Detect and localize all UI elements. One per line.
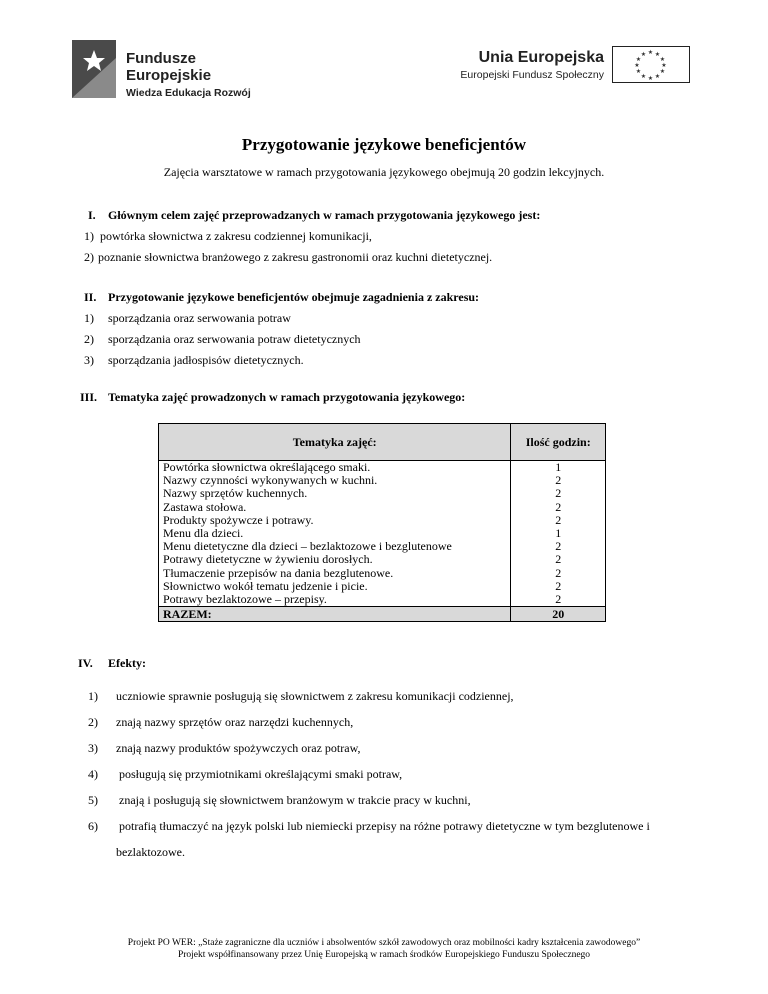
section-1-heading bbox=[88, 208, 540, 223]
table-total-row bbox=[159, 607, 606, 622]
table-row-hours: 2 bbox=[555, 592, 562, 607]
section-4-numeral: IV. bbox=[78, 656, 93, 670]
svg-text:★: ★ bbox=[640, 51, 647, 58]
section-1-title: Głównym celem zajęć przeprowadzanych w ramach przygotowania językowego jest: bbox=[108, 208, 541, 222]
section-3-numeral: III. bbox=[80, 390, 98, 404]
fundusze-europejskie-logo bbox=[72, 40, 272, 100]
section-3-heading bbox=[80, 390, 465, 405]
list-item: 4) posługują się przymiotnikami określającymi smaki potraw, bbox=[88, 767, 403, 781]
list-item: 2) znają nazwy sprzętów oraz narzędzi kuchennych, bbox=[88, 715, 354, 729]
section-1-numeral: I. bbox=[88, 208, 96, 222]
table-row-hours: 2 bbox=[555, 552, 562, 567]
table-header-row bbox=[159, 424, 606, 461]
footer-line2: Projekt współfinansowany przez Unię Europejską w ramach środków Europejskiego Funduszu Społecznego bbox=[177, 950, 591, 960]
section-2-heading bbox=[84, 290, 479, 305]
table-row-hours: 1 bbox=[555, 460, 562, 474]
svg-text:★: ★ bbox=[659, 68, 666, 75]
section-4-heading bbox=[78, 656, 146, 671]
table-row-topic: Powtórka słownictwa określającego smaki. bbox=[163, 460, 371, 474]
svg-text:★: ★ bbox=[640, 73, 647, 80]
svg-text:★: ★ bbox=[661, 62, 667, 69]
table-row-topic: Tłumaczenie przepisów na dania bezglutenowe. bbox=[163, 565, 394, 580]
svg-text:★: ★ bbox=[659, 56, 666, 63]
list-item: 3) znają nazwy produktów spożywczych oraz potraw, bbox=[88, 741, 361, 755]
svg-text:★: ★ bbox=[634, 62, 640, 69]
svg-text:★: ★ bbox=[647, 75, 654, 81]
list-item: 2) poznanie słownictwa branżowego z zakresu gastronomii oraz kuchni dietetycznej. bbox=[84, 250, 493, 264]
table-row-hours: 2 bbox=[555, 473, 562, 488]
table-row-topic: Menu dla dzieci. bbox=[163, 526, 244, 541]
table-row-hours: 2 bbox=[555, 499, 562, 514]
fe-logo-line3: Wiedza Edukacja Rozwój bbox=[126, 87, 251, 99]
table-row-hours: 2 bbox=[555, 512, 562, 527]
total-label: RAZEM: bbox=[159, 607, 511, 622]
footer-line1: Projekt PO WER: „Staże zagraniczne dla uczniów i absolwentów szkół zawodowych oraz mobilności kadry kształcenia zawodowego” bbox=[127, 938, 641, 948]
table-header-topics: Tematyka zajęć: bbox=[159, 424, 511, 461]
eu-flag-icon bbox=[612, 46, 690, 83]
fe-logo-line1: Fundusze bbox=[126, 50, 196, 67]
list-item: 1) uczniowie sprawnie posługują się słownictwem z zakresu komunikacji codziennej, bbox=[88, 689, 514, 703]
section-2-numeral: II. bbox=[84, 290, 97, 304]
table-row-topic: Nazwy sprzętów kuchennych. bbox=[163, 486, 308, 501]
list-item: 2) sporządzania oraz serwowania potraw dietetycznych bbox=[84, 332, 361, 346]
svg-text:★: ★ bbox=[635, 56, 642, 63]
table-row-hours: 2 bbox=[555, 486, 562, 501]
list-item: 3) sporządzania jadłospisów dietetycznych. bbox=[84, 353, 304, 367]
table-row-topic: Nazwy czynności wykonywanych w kuchni. bbox=[163, 473, 378, 488]
fundusze-europejskie-mark-icon bbox=[72, 40, 116, 98]
list-item: 1) powtórka słownictwa z zakresu codziennej komunikacji, bbox=[84, 229, 372, 243]
fe-logo-line2: Europejskie bbox=[126, 67, 212, 84]
ue-logo-line2: Europejski Fundusz Społeczny bbox=[460, 69, 604, 81]
svg-text:★: ★ bbox=[635, 68, 642, 75]
table-row-hours: 2 bbox=[555, 578, 562, 593]
page-footer bbox=[0, 937, 768, 961]
section-2-title: Przygotowanie językowe beneficjentów obejmuje zagadnienia z zakresu: bbox=[108, 290, 480, 304]
table-body-row bbox=[159, 461, 606, 607]
ue-logo-line1: Unia Europejska bbox=[478, 49, 604, 66]
total-value: 20 bbox=[511, 607, 606, 622]
list-item-continuation: bezlaktozowe. bbox=[116, 845, 185, 859]
svg-text:★: ★ bbox=[647, 49, 654, 56]
table-row-hours: 1 bbox=[555, 526, 562, 541]
topics-column bbox=[159, 461, 511, 607]
topics-table bbox=[158, 423, 606, 622]
table-row-topic: Słownictwo wokół tematu jedzenie i picie. bbox=[163, 578, 368, 593]
table-row-topic: Produkty spożywcze i potrawy. bbox=[163, 512, 314, 527]
svg-text:★: ★ bbox=[654, 51, 661, 58]
table-row-hours: 2 bbox=[555, 539, 562, 554]
intro-text: Zajęcia warsztatowe w ramach przygotowania językowego obejmują 20 godzin lekcyjnych. bbox=[163, 165, 605, 179]
section-3-title: Tematyka zajęć prowadzonych w ramach przygotowania językowego: bbox=[108, 390, 466, 404]
table-header-hours: Ilość godzin: bbox=[511, 424, 606, 461]
table-row-topic: Potrawy dietetyczne w żywieniu dorosłych. bbox=[163, 552, 373, 567]
table-row-topic: Zastawa stołowa. bbox=[163, 499, 247, 514]
list-item: 5) znają i posługują się słownictwem branżowym w trakcie pracy w kuchni, bbox=[88, 793, 471, 807]
list-item: 6) potrafią tłumaczyć na język polski lub niemiecki przepisy na różne potrawy dietetyczne w tym bezglutenowe i bbox=[88, 819, 650, 833]
section-4-title: Efekty: bbox=[108, 656, 146, 670]
page-title: Przygotowanie językowe beneficjentów bbox=[241, 135, 527, 154]
list-item: 1) sporządzania oraz serwowania potraw bbox=[84, 311, 291, 325]
table-row-topic: Potrawy bezlaktozowe – przepisy. bbox=[163, 592, 327, 607]
table-row-topic: Menu dietetyczne dla dzieci – bezlaktozowe i bezglutenowe bbox=[163, 539, 452, 554]
unia-europejska-logo bbox=[460, 40, 700, 90]
svg-text:★: ★ bbox=[654, 73, 661, 80]
hours-column bbox=[511, 461, 606, 607]
table-row-hours: 2 bbox=[555, 565, 562, 580]
